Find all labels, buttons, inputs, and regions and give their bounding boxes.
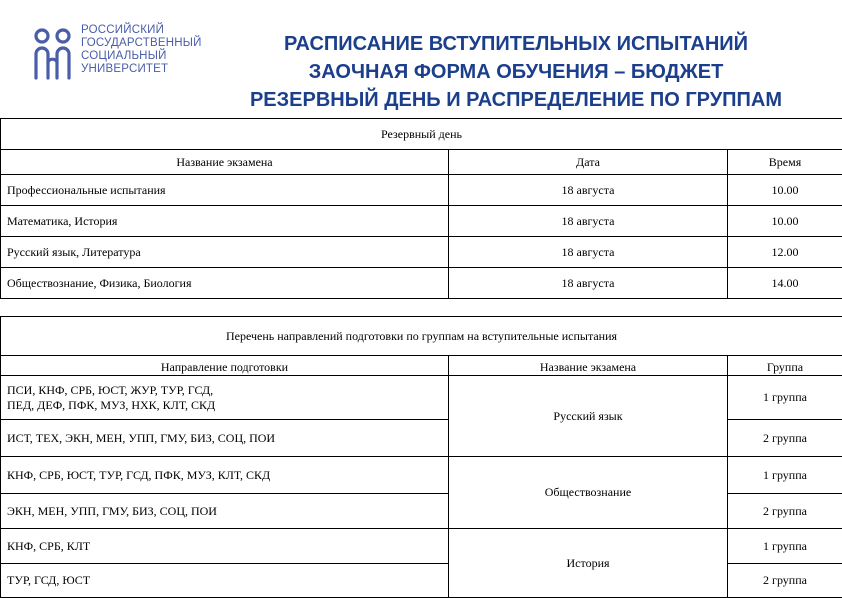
date-cell: 18 августа xyxy=(449,206,728,237)
logo-line: ГОСУДАРСТВЕННЫЙ xyxy=(81,37,211,50)
date-cell: 18 августа xyxy=(449,268,728,299)
group-cell: 1 группа xyxy=(728,376,842,420)
logo-line: СОЦИАЛЬНЫЙ xyxy=(81,50,211,63)
direction-line: ИСТ, ТЕХ, ЭКН, МЕН, УПП, ГМУ, БИЗ, СОЦ, ПОИ xyxy=(7,431,442,446)
page-title xyxy=(196,30,836,114)
groups-table xyxy=(0,316,842,598)
direction-line: ЭКН, МЕН, УПП, ГМУ, БИЗ, СОЦ, ПОИ xyxy=(7,504,442,519)
exam-name-cell: Русский язык xyxy=(449,376,728,457)
reserve-table-title: Резервный день xyxy=(1,119,842,150)
col-header-date: Дата xyxy=(449,150,728,175)
direction-line: ПСИ, КНФ, СРБ, ЮСТ, ЖУР, ТУР, ГСД, xyxy=(7,383,442,398)
exam-name-cell: Русский язык, Литература xyxy=(1,237,449,268)
time-cell: 10.00 xyxy=(728,206,842,237)
table-row xyxy=(1,376,842,420)
direction-line: КНФ, СРБ, КЛТ xyxy=(7,539,442,554)
direction-cell xyxy=(1,494,449,529)
reserve-day-table xyxy=(0,118,842,299)
table-row xyxy=(1,268,842,299)
logo-people-icon xyxy=(33,26,77,80)
exam-name-cell: Обществознание xyxy=(449,457,728,529)
time-cell: 12.00 xyxy=(728,237,842,268)
col-header-time: Время xyxy=(728,150,842,175)
direction-cell xyxy=(1,376,449,420)
table-row xyxy=(1,206,842,237)
group-cell: 1 группа xyxy=(728,457,842,494)
title-line-2: ЗАОЧНАЯ ФОРМА ОБУЧЕНИЯ – БЮДЖЕТ xyxy=(196,58,836,86)
date-cell: 18 августа xyxy=(449,237,728,268)
direction-cell xyxy=(1,529,449,564)
university-logo xyxy=(33,24,203,80)
direction-line: КНФ, СРБ, ЮСТ, ТУР, ГСД, ПФК, МУЗ, КЛТ, СКД xyxy=(7,468,442,483)
logo-line: РОССИЙСКИЙ xyxy=(81,24,211,37)
direction-line: ТУР, ГСД, ЮСТ xyxy=(7,573,442,588)
title-line-1: РАСПИСАНИЕ ВСТУПИТЕЛЬНЫХ ИСПЫТАНИЙ xyxy=(196,30,836,58)
direction-cell xyxy=(1,420,449,457)
col-header-exam: Название экзамена xyxy=(449,356,728,376)
date-cell: 18 августа xyxy=(449,175,728,206)
direction-cell xyxy=(1,457,449,494)
title-line-3: РЕЗЕРВНЫЙ ДЕНЬ И РАСПРЕДЕЛЕНИЕ ПО ГРУППАМ xyxy=(196,86,836,114)
table-row xyxy=(1,237,842,268)
group-cell: 2 группа xyxy=(728,420,842,457)
groups-table-title: Перечень направлений подготовки по группам на вступительные испытания xyxy=(1,317,842,356)
exam-name-cell: Профессиональные испытания xyxy=(1,175,449,206)
exam-name-cell: История xyxy=(449,529,728,598)
logo-line: УНИВЕРСИТЕТ xyxy=(81,63,211,76)
table-row xyxy=(1,529,842,564)
time-cell: 14.00 xyxy=(728,268,842,299)
col-header-group: Группа xyxy=(728,356,842,376)
exam-name-cell: Математика, История xyxy=(1,206,449,237)
group-cell: 2 группа xyxy=(728,494,842,529)
direction-line: ПЕД, ДЕФ, ПФК, МУЗ, НХК, КЛТ, СКД xyxy=(7,398,442,413)
col-header-exam: Название экзамена xyxy=(1,150,449,175)
table-row xyxy=(1,457,842,494)
col-header-direction: Направление подготовки xyxy=(1,356,449,376)
group-cell: 2 группа xyxy=(728,564,842,598)
table-row xyxy=(1,175,842,206)
time-cell: 10.00 xyxy=(728,175,842,206)
logo-text xyxy=(81,24,211,76)
group-cell: 1 группа xyxy=(728,529,842,564)
exam-name-cell: Обществознание, Физика, Биология xyxy=(1,268,449,299)
direction-cell xyxy=(1,564,449,598)
